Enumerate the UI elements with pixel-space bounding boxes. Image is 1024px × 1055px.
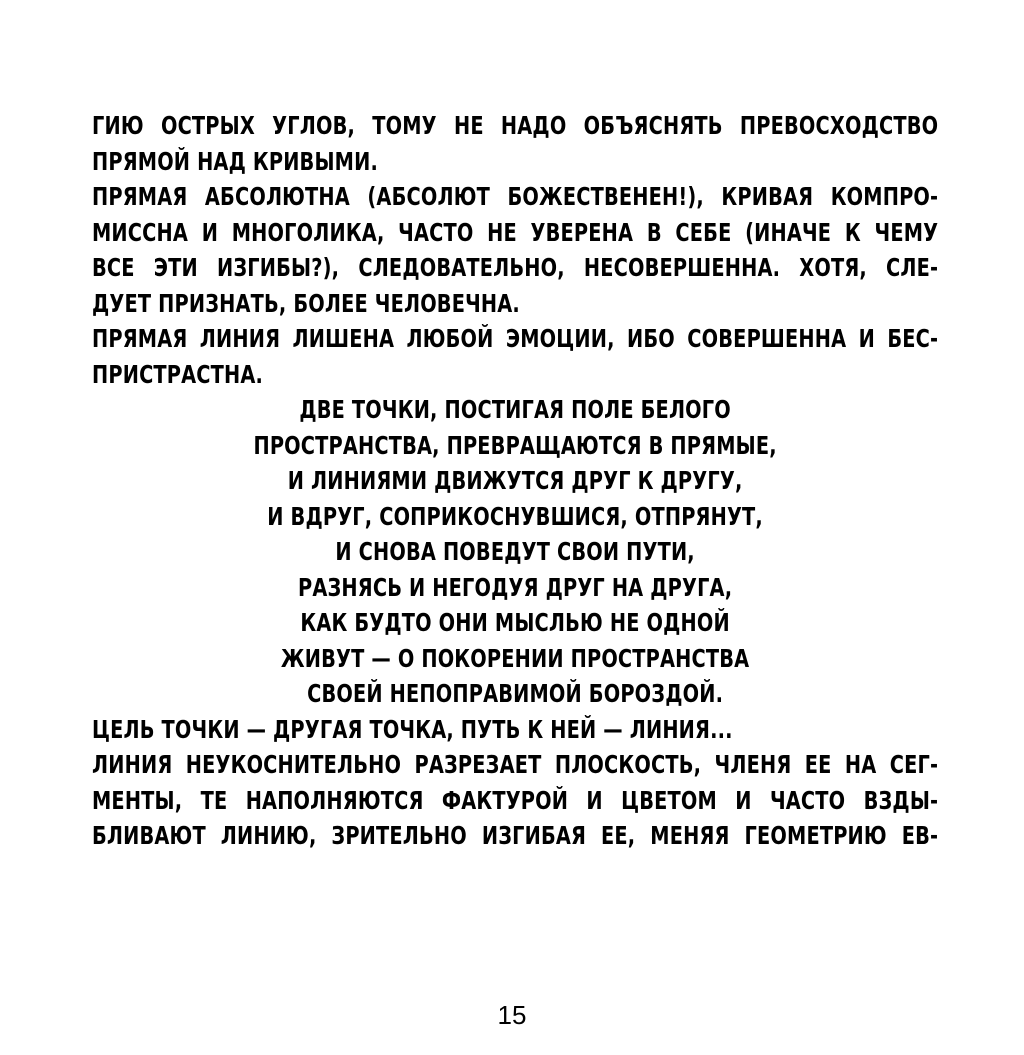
poem-line: СВОЕЙ НЕПОПРАВИМОЙ БОРОЗДОЙ. [307,679,724,708]
poem-line: И ЛИНИЯМИ ДВИЖУТСЯ ДРУГ К ДРУГУ, [287,466,743,495]
text-line: ПРЯМОЙ НАД КРИВЫМИ. [92,146,379,176]
poem-line: ЖИВУТ — О ПОКОРЕНИИ ПРОСТРАНСТВА [280,643,750,673]
text-line: ЛИНИЯ НЕУКОСНИТЕЛЬНО РАЗРЕЗАЕТ ПЛОСКОСТЬ, ЧЛЕНЯ ЕЕ НА СЕГ- [92,750,939,779]
text-line: МИССНА И МНОГОЛИКА, ЧАСТО НЕ УВЕРЕНА В СЕБЕ (ИНАЧЕ К ЧЕМУ [92,217,939,247]
text-line: ЦЕЛЬ ТОЧКИ — ДРУГАЯ ТОЧКА, ПУТЬ К НЕЙ — ЛИНИЯ... [92,714,733,744]
text-line: ДУЕТ ПРИЗНАТЬ, БОЛЕЕ ЧЕЛОВЕЧНА. [92,288,520,318]
text-line: ПРЯМАЯ АБСОЛЮТНА (АБСОЛЮТ БОЖЕСТВЕНЕН!), КРИВАЯ КОМПРО- [92,182,939,211]
body-text [92,108,938,854]
poem-line: КАК БУДТО ОНИ МЫСЛЬЮ НЕ ОДНОЙ [300,608,730,637]
text-line: ВСЕ ЭТИ ИЗГИБЫ?), СЛЕДОВАТЕЛЬНО, НЕСОВЕРШЕННА. ХОТЯ, СЛЕ- [92,253,939,282]
poem-line: И СНОВА ПОВЕДУТ СВОИ ПУТИ, [335,537,695,566]
text-line: ГИЮ ОСТРЫХ УГЛОВ, ТОМУ НЕ НАДО ОБЪЯСНЯТЬ ПРЕВОСХОДСТВО [92,111,939,140]
poem-line: РАЗНЯСЬ И НЕГОДУЯ ДРУГ НА ДРУГА, [298,572,733,602]
poem-line: ПРОСТРАНСТВА, ПРЕВРАЩАЮТСЯ В ПРЯМЫЕ, [253,430,777,460]
page-number: 15 [497,1000,527,1030]
text-line: ПРИСТРАСТНА. [92,359,264,389]
poem-line: И ВДРУГ, СОПРИКОСНУВШИСЯ, ОТПРЯНУТ, [267,501,763,531]
text-line: БЛИВАЮТ ЛИНИЮ, ЗРИТЕЛЬНО ИЗГИБАЯ ЕЕ, МЕНЯЯ ГЕОМЕТРИЮ ЕВ- [92,821,939,850]
text-line: ПРЯМАЯ ЛИНИЯ ЛИШЕНА ЛЮБОЙ ЭМОЦИИ, ИБО СОВЕРШЕННА И БЕС- [92,324,939,353]
text-line: МЕНТЫ, ТЕ НАПОЛНЯЮТСЯ ФАКТУРОЙ И ЦВЕТОМ И ЧАСТО ВЗДЫ- [92,785,939,815]
poem-line: ДВЕ ТОЧКИ, ПОСТИГАЯ ПОЛЕ БЕЛОГО [299,395,731,424]
